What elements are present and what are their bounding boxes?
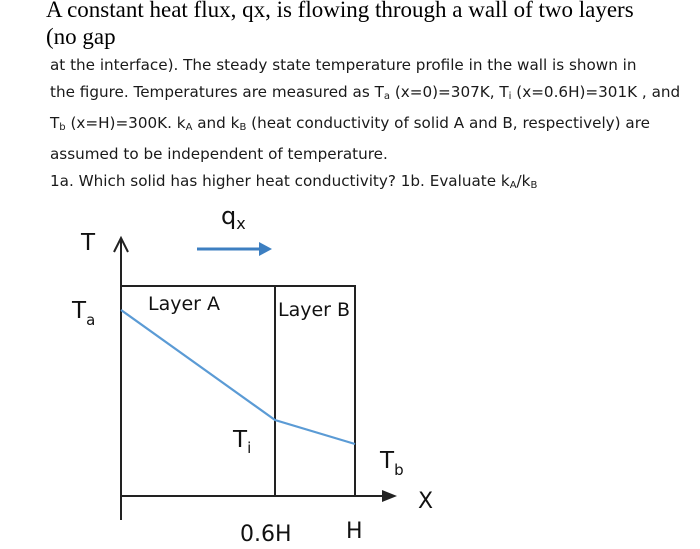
ti-label: $T_i$	[233, 427, 252, 457]
title-line-1: A constant heat flux, qx, is flowing through a wall of two layers	[46, 0, 634, 22]
text-line-1: at the interface). The steady state temperature profile in the wall is shown in	[50, 56, 637, 74]
text-line-5: 1a. Which solid has higher heat conductivity? 1b. Evaluate $k_A/k_B$	[50, 172, 538, 191]
x-axis-arrowhead	[382, 490, 397, 502]
temperature-profile-line	[121, 310, 355, 444]
text-line-4: assumed to be independent of temperature.	[50, 145, 388, 163]
layer-a-label: Layer A	[148, 293, 221, 315]
tick-0-6h: 0.6H	[240, 522, 292, 547]
tick-h: H	[346, 519, 363, 544]
layer-a-box	[121, 286, 275, 496]
text-line-2: the figure. Temperatures are measured as $T_a$ (x=0)=307K, $T_i$ (x=0.6H)=301K , and	[50, 83, 681, 102]
t-axis-label: T	[81, 230, 96, 256]
flux-label: $q_x$	[221, 202, 246, 233]
text-line-3: $T_b$ (x=H)=300K. $k_A$ and $k_B$ (heat conductivity of solid A and B, respectively) are	[50, 114, 650, 133]
ta-label: $T_a$	[72, 298, 96, 329]
flux-arrowhead	[259, 242, 272, 256]
title-line-2: (no gap	[46, 24, 116, 49]
layer-b-label: Layer B	[278, 299, 351, 321]
x-axis-label: X	[418, 489, 434, 514]
tb-label: $T_b$	[380, 448, 404, 479]
